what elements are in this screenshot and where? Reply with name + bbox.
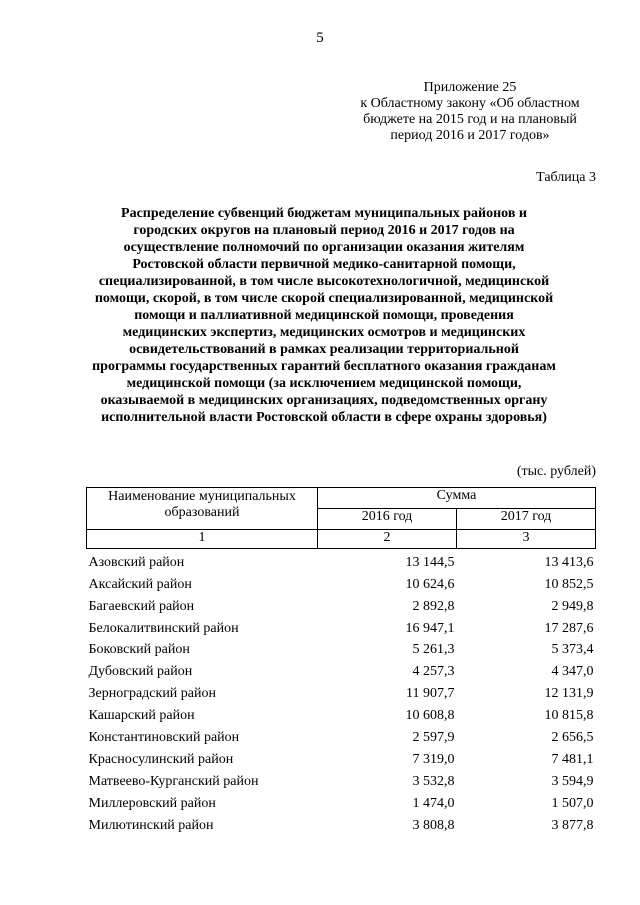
- table-row: [87, 746, 596, 768]
- value-2016-cell: 11 907,7: [406, 686, 455, 702]
- title-line: оказываемой в медицинских организациях, подведомственных органу: [100, 393, 548, 408]
- value-2016-cell: 3 808,8: [412, 817, 455, 833]
- value-2017-cell: 2 949,8: [551, 598, 594, 614]
- district-name-cell: Милютинский район: [88, 817, 214, 833]
- district-name-cell: Кашарский район: [88, 708, 195, 724]
- district-name-cell: Матвеево-Курганский район: [88, 773, 259, 789]
- title-line: Ростовской области первичной медико-санитарной помощи,: [132, 257, 516, 272]
- table-row: [87, 680, 596, 702]
- title-line: освидетельствований в рамках реализации территориальной: [129, 342, 519, 357]
- district-name-cell: Константиновский район: [88, 730, 240, 746]
- value-2017-cell: 4 347,0: [551, 664, 594, 680]
- table-row: [87, 812, 596, 834]
- title-line: специализированной, в том числе высокотехнологичной, медицинской: [98, 274, 550, 289]
- value-2017-cell: 10 852,5: [544, 576, 594, 592]
- value-2017-cell: 10 815,8: [544, 708, 594, 724]
- column-number: 3: [457, 530, 596, 549]
- title-line: городских округов на плановый период 2016 и 2017 годов на: [133, 223, 515, 238]
- district-name-cell: Дубовский район: [88, 664, 193, 680]
- table-label: Таблица 3: [536, 170, 596, 185]
- value-2016-cell: 13 144,5: [405, 554, 455, 570]
- value-2017-cell: 2 656,5: [551, 730, 594, 746]
- header-year-2017: 2017 год: [457, 509, 596, 530]
- value-2016-cell: 10 608,8: [405, 708, 455, 724]
- title-line: осуществление полномочий по организации оказания жителям: [123, 240, 525, 255]
- value-2017-cell: 5 373,4: [551, 642, 594, 658]
- table-row: [87, 615, 596, 637]
- value-2017-cell: 13 413,6: [544, 554, 594, 570]
- value-2016-cell: 2 597,9: [412, 730, 455, 746]
- value-2017-cell: 7 481,1: [551, 751, 594, 767]
- district-name-cell: Миллеровский район: [88, 795, 216, 811]
- value-2017-cell: 1 507,0: [551, 795, 594, 811]
- table-row: [87, 571, 596, 593]
- district-name-cell: Красносулинский район: [88, 751, 234, 767]
- value-2016-cell: 16 947,1: [405, 620, 455, 636]
- table-row: [87, 637, 596, 659]
- title-line: помощи, скорой, в том числе скорой специализированной, медицинской: [94, 291, 554, 306]
- header-name: Наименование муниципальных образований: [87, 488, 318, 530]
- value-2017-cell: 17 287,6: [544, 620, 594, 636]
- value-2016-cell: 5 261,3: [412, 642, 455, 658]
- title-line: программы государственных гарантий бесплатного оказания гражданам: [92, 359, 556, 374]
- subvention-table: [86, 487, 596, 834]
- header-year-2016: 2016 год: [318, 509, 457, 530]
- value-2017-cell: 3 594,9: [551, 773, 594, 789]
- value-2016-cell: 7 319,0: [412, 751, 455, 767]
- title-line: исполнительной власти Ростовской области в сфере охраны здоровья): [101, 410, 547, 425]
- page-number: 5: [316, 30, 324, 46]
- value-2017-cell: 12 131,9: [544, 686, 594, 702]
- document-title: [78, 205, 570, 426]
- value-2016-cell: 10 624,6: [405, 576, 455, 592]
- value-2016-cell: 4 257,3: [412, 664, 455, 680]
- appendix-line: бюджете на 2015 год и на плановый: [363, 112, 577, 127]
- district-name-cell: Азовский район: [88, 554, 185, 570]
- title-line: медицинской помощи (за исключением медицинской помощи,: [126, 376, 522, 391]
- value-2016-cell: 1 474,0: [412, 795, 455, 811]
- table-row: [87, 702, 596, 724]
- table-row: [87, 658, 596, 680]
- table-row: [87, 724, 596, 746]
- title-line: помощи и паллиативной медицинской помощи, проведения: [134, 308, 514, 323]
- units-label: (тыс. рублей): [516, 464, 596, 479]
- title-line: Распределение субвенций бюджетам муниципальных районов и: [121, 206, 527, 221]
- district-name-cell: Аксайский район: [88, 576, 192, 592]
- value-2016-cell: 3 532,8: [412, 773, 455, 789]
- header-sum: Сумма: [318, 488, 596, 509]
- appendix-line: Приложение 25: [423, 80, 517, 95]
- district-name-cell: Зерноградский район: [88, 686, 216, 702]
- appendix-line: период 2016 и 2017 годов»: [390, 128, 550, 143]
- title-line: медицинских экспертиз, медицинских осмотров и медицинских: [122, 325, 526, 340]
- district-name-cell: Багаевский район: [88, 598, 195, 614]
- district-name-cell: Белокалитвинский район: [88, 620, 239, 636]
- column-number: 2: [318, 530, 457, 549]
- table-row: [87, 549, 596, 571]
- district-name-cell: Боковский район: [88, 642, 190, 658]
- value-2017-cell: 3 877,8: [551, 817, 594, 833]
- value-2016-cell: 2 892,8: [412, 598, 455, 614]
- table-row: [87, 790, 596, 812]
- appendix-block: [330, 80, 610, 144]
- table-row: [87, 768, 596, 790]
- column-number: 1: [87, 530, 318, 549]
- appendix-line: к Областному закону «Об областном: [360, 96, 580, 111]
- table-row: [87, 593, 596, 615]
